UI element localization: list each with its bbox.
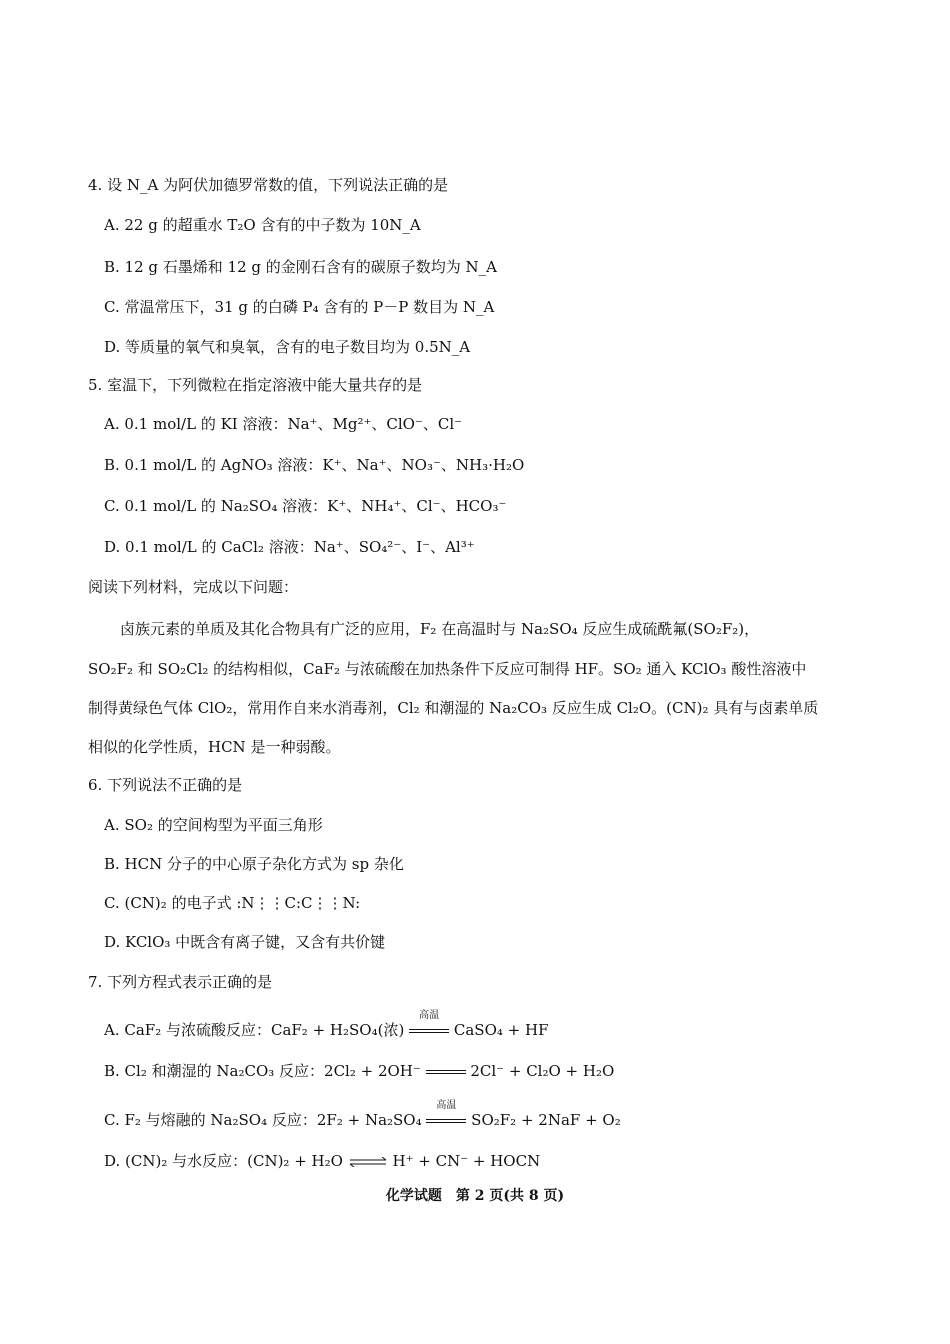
- q4-option-b: B. 12 g 石墨烯和 12 g 的金刚石含有的碳原子数均为 N_A: [104, 258, 498, 276]
- q7-b-arrow: [426, 1061, 466, 1081]
- q5-option-b: B. 0.1 mol/L 的 AgNO₃ 溶液：K⁺、Na⁺、NO₃⁻、NH₃·H₂O: [104, 456, 525, 474]
- q6-option-a: A. SO₂ 的空间构型为平面三角形: [104, 816, 323, 834]
- q7-b-reactants: B. Cl₂ 和潮湿的 Na₂CO₃ 反应：2Cl₂ + 2OH⁻: [104, 1062, 421, 1080]
- page-footer: 化学试题 第 2 页(共 8 页): [385, 1188, 565, 1204]
- q6-option-b: B. HCN 分子的中心原子杂化方式为 sp 杂化: [104, 855, 404, 873]
- q4-option-c: C. 常温常压下，31 g 的白磷 P₄ 含有的 P－P 数目为 N_A: [104, 298, 495, 316]
- q5-option-c: C. 0.1 mol/L 的 Na₂SO₄ 溶液：K⁺、NH₄⁺、Cl⁻、HCO₃⁻: [104, 497, 507, 515]
- q7-c-products: SO₂F₂ + 2NaF + O₂: [471, 1111, 621, 1129]
- q7-a-equals-sign: [409, 1029, 449, 1033]
- reading-paragraph-line-3: 制得黄绿色气体 ClO₂，常用作自来水消毒剂，Cl₂ 和潮湿的 Na₂CO₃ 反应生成 Cl₂O。(CN)₂ 具有与卤素单质: [88, 699, 819, 717]
- q4-option-a: A. 22 g 的超重水 T₂O 含有的中子数为 10N_A: [104, 216, 421, 234]
- reading-intro: 阅读下列材料，完成以下问题：: [88, 578, 299, 596]
- q7-a-reactants: A. CaF₂ 与浓硫酸反应：CaF₂ + H₂SO₄(浓): [104, 1021, 405, 1039]
- reversible-arrow-icon: [348, 1157, 388, 1167]
- q7-c-reactants: C. F₂ 与熔融的 Na₂SO₄ 反应：2F₂ + Na₂SO₄: [104, 1111, 422, 1129]
- q7-stem: 7. 下列方程式表示正确的是: [88, 973, 273, 991]
- q4-stem: 4. 设 N_A 为阿伏加德罗常数的值，下列说法正确的是: [88, 176, 449, 194]
- q7-option-d: [104, 1151, 540, 1171]
- q7-c-equals-sign: [426, 1119, 466, 1123]
- q7-b-equals-sign: [426, 1070, 466, 1074]
- q7-d-products: H⁺ + CN⁻ + HOCN: [392, 1152, 541, 1170]
- q4-option-d: D. 等质量的氧气和臭氧，含有的电子数目均为 0.5N_A: [104, 338, 471, 356]
- q7-c-condition: 高温: [436, 1100, 457, 1111]
- q5-option-a: A. 0.1 mol/L 的 KI 溶液：Na⁺、Mg²⁺、ClO⁻、Cl⁻: [104, 415, 463, 433]
- q6-option-c: C. (CN)₂ 的电子式 :N⋮⋮C:C⋮⋮N:: [104, 894, 361, 912]
- q7-d-reversible-arrow: [348, 1151, 388, 1171]
- q6-option-d: D. KClO₃ 中既含有离子键，又含有共价键: [104, 933, 386, 951]
- reading-paragraph-line-4: 相似的化学性质，HCN 是一种弱酸。: [88, 738, 341, 756]
- q7-c-condition-arrow: [426, 1100, 466, 1130]
- q6-stem: 6. 下列说法不正确的是: [88, 776, 243, 794]
- q7-option-b: [104, 1061, 614, 1081]
- q5-option-d: D. 0.1 mol/L 的 CaCl₂ 溶液：Na⁺、SO₄²⁻、I⁻、Al³⁺: [104, 538, 475, 556]
- q7-a-condition-arrow: [409, 1010, 449, 1040]
- reading-paragraph-line-2: SO₂F₂ 和 SO₂Cl₂ 的结构相似，CaF₂ 与浓硫酸在加热条件下反应可制得 HF。SO₂ 通入 KClO₃ 酸性溶液中: [88, 660, 807, 678]
- q7-option-a: [104, 1010, 549, 1040]
- q7-b-products: 2Cl⁻ + Cl₂O + H₂O: [470, 1062, 615, 1080]
- q7-d-reactants: D. (CN)₂ 与水反应：(CN)₂ + H₂O: [104, 1152, 343, 1170]
- q5-stem: 5. 室温下，下列微粒在指定溶液中能大量共存的是: [88, 376, 423, 394]
- q7-a-products: CaSO₄ + HF: [453, 1021, 549, 1039]
- q7-option-c: [104, 1100, 621, 1130]
- q7-a-condition: 高温: [419, 1010, 440, 1021]
- reading-paragraph-line-1: 卤族元素的单质及其化合物具有广泛的应用，F₂ 在高温时与 Na₂SO₄ 反应生成硫酰氟(SO₂F₂)，: [120, 620, 760, 638]
